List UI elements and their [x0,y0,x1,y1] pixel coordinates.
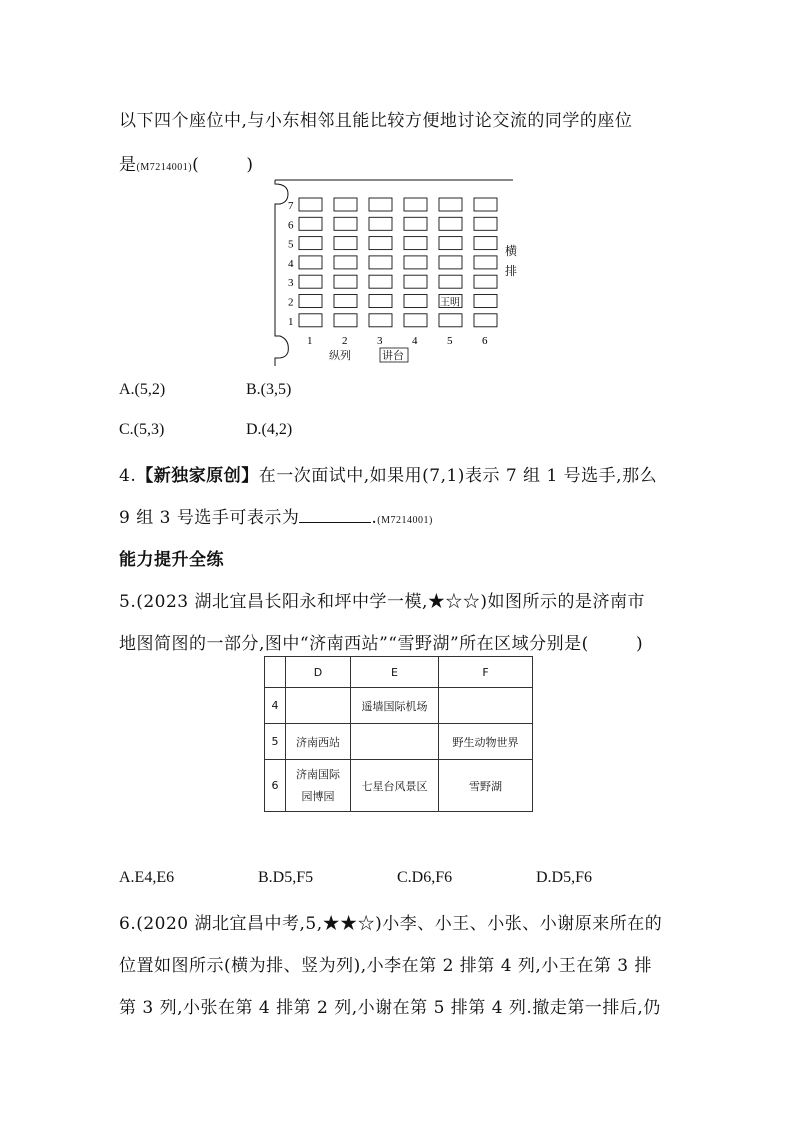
seat [334,256,357,269]
seat [404,198,427,211]
seat [299,275,322,288]
seat [299,198,322,211]
seat [404,237,427,250]
q3-option-d: D.(4,2) [246,421,293,438]
row-number-label: 2 [288,296,294,309]
seat [439,237,462,250]
podium-label: 讲台 [382,349,404,362]
table-header-cell [265,657,286,688]
column-number-label: 6 [482,335,488,347]
q3-option-b: B.(3,5) [246,381,292,398]
column-number-label: 1 [307,335,313,347]
seat [474,275,497,288]
seat [439,275,462,288]
row-number-label: 1 [288,315,294,328]
row-number-label: 6 [288,219,294,232]
seat [439,217,462,230]
seat [369,217,392,230]
table-header-cell: F [439,657,533,688]
table-cell: 济南西站 [286,724,351,760]
q4-line-1 [119,461,657,486]
seat [369,198,392,211]
table-header-row [265,657,533,688]
table-cell: 遥墙国际机场 [351,688,439,724]
marked-seat-label: 王明 [440,297,460,309]
seat [369,237,392,250]
row-axis-label-1: 横 [505,244,518,258]
seat [299,217,322,230]
seat [299,256,322,269]
table-cell: 5 [265,724,286,760]
seat [404,314,427,327]
table-cell: 6 [265,760,286,812]
q4-period: . [371,508,378,528]
q6-line-3: 第 3 列,小张在第 4 排第 2 列,小谢在第 5 排第 4 列.撤走第一排后,仍 [119,998,661,1018]
seat [334,314,357,327]
seat [404,217,427,230]
seat [404,295,427,308]
seat [334,198,357,211]
q5-option-c: C.D6,F6 [397,869,453,886]
row-axis-label-2: 排 [505,264,518,278]
seat [334,295,357,308]
table-cell-line: 济南国际 [296,767,340,781]
seat [299,295,322,308]
q5-option-a: A.E4,E6 [119,869,175,886]
seat [474,198,497,211]
row-number-labels [288,200,294,328]
seat [404,256,427,269]
table-cell [286,688,351,724]
table-cell [351,724,439,760]
seat [474,295,497,308]
seat [334,217,357,230]
table-row [265,760,533,812]
q5-option-b: B.D5,F5 [258,869,314,886]
q5-line-1: 5.(2023 湖北宜昌长阳永和坪中学一模,★☆☆)如图所示的是济南市 [119,592,646,612]
section-title: 能力提升全练 [119,550,224,570]
seat [404,275,427,288]
table-cell [286,760,351,812]
q4-line-2 [119,503,433,528]
q5-line-2: 地图简图的一部分,图中“济南西站”“雪野湖”所在区域分别是( ) [119,634,644,654]
table-row [265,688,533,724]
seat [439,198,462,211]
table-row [265,724,533,760]
table-cell: 4 [265,688,286,724]
map-grid-table [264,656,533,812]
seat [474,237,497,250]
q3-option-c: C.(5,3) [119,421,165,438]
seat [474,217,497,230]
seat [369,256,392,269]
seat [334,237,357,250]
q4-line-1-text: 在一次面试中,如果用(7,1)表示 7 组 1 号选手,那么 [258,466,658,486]
q6-line-1: 6.(2020 湖北宜昌中考,5,★★☆)小李、小王、小张、小谢原来所在的 [119,914,663,934]
table-cell: 七星台风景区 [351,760,439,812]
column-axis-label: 纵列 [329,349,351,362]
row-number-label: 5 [288,238,294,251]
seat [369,314,392,327]
q6-line-2: 位置如图所示(横为排、竖为列),小李在第 2 排第 4 列,小王在第 3 排 [119,956,652,976]
q4-tag: 【新独家原创】 [136,466,259,486]
table-cell [439,688,533,724]
q4-code: (M7214001) [377,515,433,526]
table-cell: 野生动物世界 [439,724,533,760]
q4-number: 4. [119,466,137,486]
q5-option-d: D.D5,F6 [536,869,593,886]
q3-answer-paren: ( ) [192,155,254,175]
row-number-label: 4 [288,257,294,270]
q3-code: (M7214001) [136,162,193,173]
table-cell: 雪野湖 [439,760,533,812]
seat [369,275,392,288]
seat [369,295,392,308]
q3-option-a: A.(5,2) [119,381,166,398]
seat [474,314,497,327]
q3-line-1: 以下四个座位中,与小东相邻且能比较方便地讨论交流的同学的座位 [119,111,633,131]
q3-line-2 [119,150,254,175]
column-number-labels [307,335,488,347]
row-number-label: 3 [288,277,294,290]
column-number-label: 5 [447,335,453,347]
column-number-label: 3 [377,335,383,347]
q4-answer-blank[interactable] [299,508,371,523]
column-number-label: 4 [412,335,418,347]
seat [439,256,462,269]
q4-line-2-text: 9 组 3 号选手可表示为 [119,508,300,528]
table-header-cell: D [286,657,351,688]
seat-diagram [268,176,518,366]
seat [439,314,462,327]
table-cell-line: 园博园 [301,789,335,803]
seat [474,256,497,269]
seat [334,275,357,288]
q3-line-2-prefix: 是 [119,155,137,175]
seat [299,314,322,327]
table-header-cell: E [351,657,439,688]
seat-grid [299,198,497,327]
row-number-label: 7 [288,200,294,212]
column-number-label: 2 [342,335,348,347]
seat [299,237,322,250]
